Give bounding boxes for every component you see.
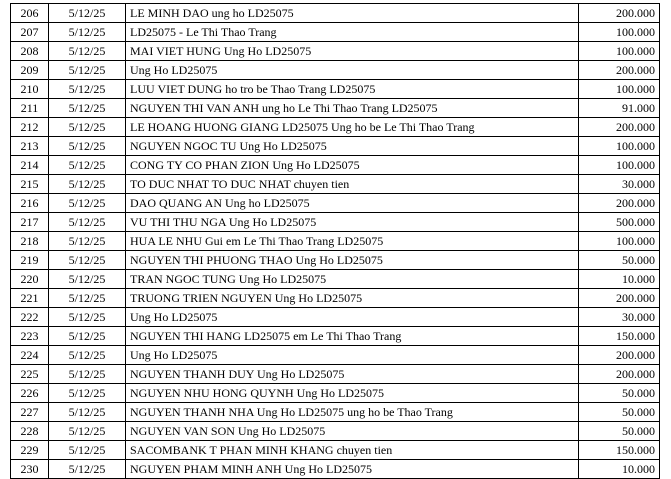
row-number-cell: 214 — [11, 156, 49, 175]
amount-cell: 200.000 — [579, 346, 660, 365]
description-cell: LUU VIET DUNG ho tro be Thao Trang LD25075 — [126, 80, 579, 99]
amount-cell: 30.000 — [579, 308, 660, 327]
date-cell: 5/12/25 — [49, 327, 126, 346]
amount-cell: 200.000 — [579, 61, 660, 80]
description-cell: NGUYEN NGOC TU Ung Ho LD25075 — [126, 137, 579, 156]
description-cell: DAO QUANG AN Ung ho LD25075 — [126, 194, 579, 213]
date-cell: 5/12/25 — [49, 232, 126, 251]
date-cell: 5/12/25 — [49, 251, 126, 270]
date-cell: 5/12/25 — [49, 80, 126, 99]
description-cell: NGUYEN NHU HONG QUYNH Ung Ho LD25075 — [126, 384, 579, 403]
description-cell: HUA LE NHU Gui em Le Thi Thao Trang LD25075 — [126, 232, 579, 251]
table-row — [11, 137, 660, 156]
table-row — [11, 403, 660, 422]
date-cell: 5/12/25 — [49, 42, 126, 61]
row-number-cell: 218 — [11, 232, 49, 251]
table-row — [11, 232, 660, 251]
table-row — [11, 4, 660, 23]
date-cell: 5/12/25 — [49, 137, 126, 156]
description-cell: VU THI THU NGA Ung Ho LD25075 — [126, 213, 579, 232]
row-number-cell: 206 — [11, 4, 49, 23]
table-row — [11, 346, 660, 365]
row-number-cell: 219 — [11, 251, 49, 270]
amount-cell: 150.000 — [579, 327, 660, 346]
amount-cell: 50.000 — [579, 384, 660, 403]
row-number-cell: 213 — [11, 137, 49, 156]
date-cell: 5/12/25 — [49, 289, 126, 308]
row-number-cell: 208 — [11, 42, 49, 61]
date-cell: 5/12/25 — [49, 118, 126, 137]
row-number-cell: 230 — [11, 460, 49, 479]
description-cell: TRUONG TRIEN NGUYEN Ung Ho LD25075 — [126, 289, 579, 308]
table-row — [11, 156, 660, 175]
table-row — [11, 270, 660, 289]
row-number-cell: 215 — [11, 175, 49, 194]
table-row — [11, 194, 660, 213]
row-number-cell: 223 — [11, 327, 49, 346]
row-number-cell: 224 — [11, 346, 49, 365]
date-cell: 5/12/25 — [49, 460, 126, 479]
date-cell: 5/12/25 — [49, 4, 126, 23]
description-cell: CONG TY CO PHAN ZION Ung Ho LD25075 — [126, 156, 579, 175]
description-cell: NGUYEN THI PHUONG THAO Ung Ho LD25075 — [126, 251, 579, 270]
row-number-cell: 220 — [11, 270, 49, 289]
amount-cell: 91.000 — [579, 99, 660, 118]
donation-ledger-table — [10, 3, 660, 479]
row-number-cell: 227 — [11, 403, 49, 422]
date-cell: 5/12/25 — [49, 270, 126, 289]
date-cell: 5/12/25 — [49, 175, 126, 194]
row-number-cell: 209 — [11, 61, 49, 80]
date-cell: 5/12/25 — [49, 346, 126, 365]
description-cell: NGUYEN VAN SON Ung Ho LD25075 — [126, 422, 579, 441]
amount-cell: 30.000 — [579, 175, 660, 194]
description-cell: NGUYEN THI VAN ANH ung ho Le Thi Thao Trang LD25075 — [126, 99, 579, 118]
date-cell: 5/12/25 — [49, 156, 126, 175]
amount-cell: 200.000 — [579, 365, 660, 384]
date-cell: 5/12/25 — [49, 213, 126, 232]
description-cell: NGUYEN THI HANG LD25075 em Le Thi Thao Trang — [126, 327, 579, 346]
ledger-body — [11, 4, 660, 479]
description-cell: MAI VIET HUNG Ung Ho LD25075 — [126, 42, 579, 61]
amount-cell: 200.000 — [579, 289, 660, 308]
amount-cell: 100.000 — [579, 23, 660, 42]
description-cell: LE HOANG HUONG GIANG LD25075 Ung ho be Le Thi Thao Trang — [126, 118, 579, 137]
row-number-cell: 222 — [11, 308, 49, 327]
table-row — [11, 42, 660, 61]
table-row — [11, 365, 660, 384]
description-cell: LE MINH DAO ung ho LD25075 — [126, 4, 579, 23]
row-number-cell: 221 — [11, 289, 49, 308]
description-cell: SACOMBANK T PHAN MINH KHANG chuyen tien — [126, 441, 579, 460]
amount-cell: 100.000 — [579, 42, 660, 61]
date-cell: 5/12/25 — [49, 99, 126, 118]
date-cell: 5/12/25 — [49, 422, 126, 441]
amount-cell: 100.000 — [579, 80, 660, 99]
table-row — [11, 23, 660, 42]
row-number-cell: 212 — [11, 118, 49, 137]
amount-cell: 50.000 — [579, 251, 660, 270]
description-cell: TRAN NGOC TUNG Ung Ho LD25075 — [126, 270, 579, 289]
row-number-cell: 207 — [11, 23, 49, 42]
table-row — [11, 441, 660, 460]
date-cell: 5/12/25 — [49, 194, 126, 213]
date-cell: 5/12/25 — [49, 365, 126, 384]
date-cell: 5/12/25 — [49, 23, 126, 42]
table-row — [11, 175, 660, 194]
table-row — [11, 289, 660, 308]
description-cell: NGUYEN THANH NHA Ung Ho LD25075 ung ho be Thao Trang — [126, 403, 579, 422]
amount-cell: 200.000 — [579, 4, 660, 23]
description-cell: TO DUC NHAT TO DUC NHAT chuyen tien — [126, 175, 579, 194]
description-cell: LD25075 - Le Thi Thao Trang — [126, 23, 579, 42]
row-number-cell: 228 — [11, 422, 49, 441]
table-row — [11, 327, 660, 346]
amount-cell: 50.000 — [579, 422, 660, 441]
table-row — [11, 384, 660, 403]
description-cell: Ung Ho LD25075 — [126, 61, 579, 80]
table-row — [11, 422, 660, 441]
table-row — [11, 251, 660, 270]
amount-cell: 100.000 — [579, 156, 660, 175]
table-row — [11, 80, 660, 99]
amount-cell: 10.000 — [579, 460, 660, 479]
description-cell: Ung Ho LD25075 — [126, 346, 579, 365]
row-number-cell: 225 — [11, 365, 49, 384]
row-number-cell: 216 — [11, 194, 49, 213]
row-number-cell: 226 — [11, 384, 49, 403]
date-cell: 5/12/25 — [49, 384, 126, 403]
amount-cell: 200.000 — [579, 194, 660, 213]
table-row — [11, 308, 660, 327]
date-cell: 5/12/25 — [49, 308, 126, 327]
amount-cell: 200.000 — [579, 118, 660, 137]
amount-cell: 500.000 — [579, 213, 660, 232]
row-number-cell: 229 — [11, 441, 49, 460]
table-row — [11, 460, 660, 479]
table-row — [11, 61, 660, 80]
description-cell: NGUYEN PHAM MINH ANH Ung Ho LD25075 — [126, 460, 579, 479]
amount-cell: 10.000 — [579, 270, 660, 289]
table-row — [11, 213, 660, 232]
date-cell: 5/12/25 — [49, 441, 126, 460]
description-cell: Ung Ho LD25075 — [126, 308, 579, 327]
amount-cell: 100.000 — [579, 137, 660, 156]
amount-cell: 100.000 — [579, 232, 660, 251]
row-number-cell: 210 — [11, 80, 49, 99]
amount-cell: 150.000 — [579, 441, 660, 460]
row-number-cell: 217 — [11, 213, 49, 232]
date-cell: 5/12/25 — [49, 61, 126, 80]
amount-cell: 50.000 — [579, 403, 660, 422]
table-row — [11, 118, 660, 137]
description-cell: NGUYEN THANH DUY Ung Ho LD25075 — [126, 365, 579, 384]
row-number-cell: 211 — [11, 99, 49, 118]
table-row — [11, 99, 660, 118]
date-cell: 5/12/25 — [49, 403, 126, 422]
